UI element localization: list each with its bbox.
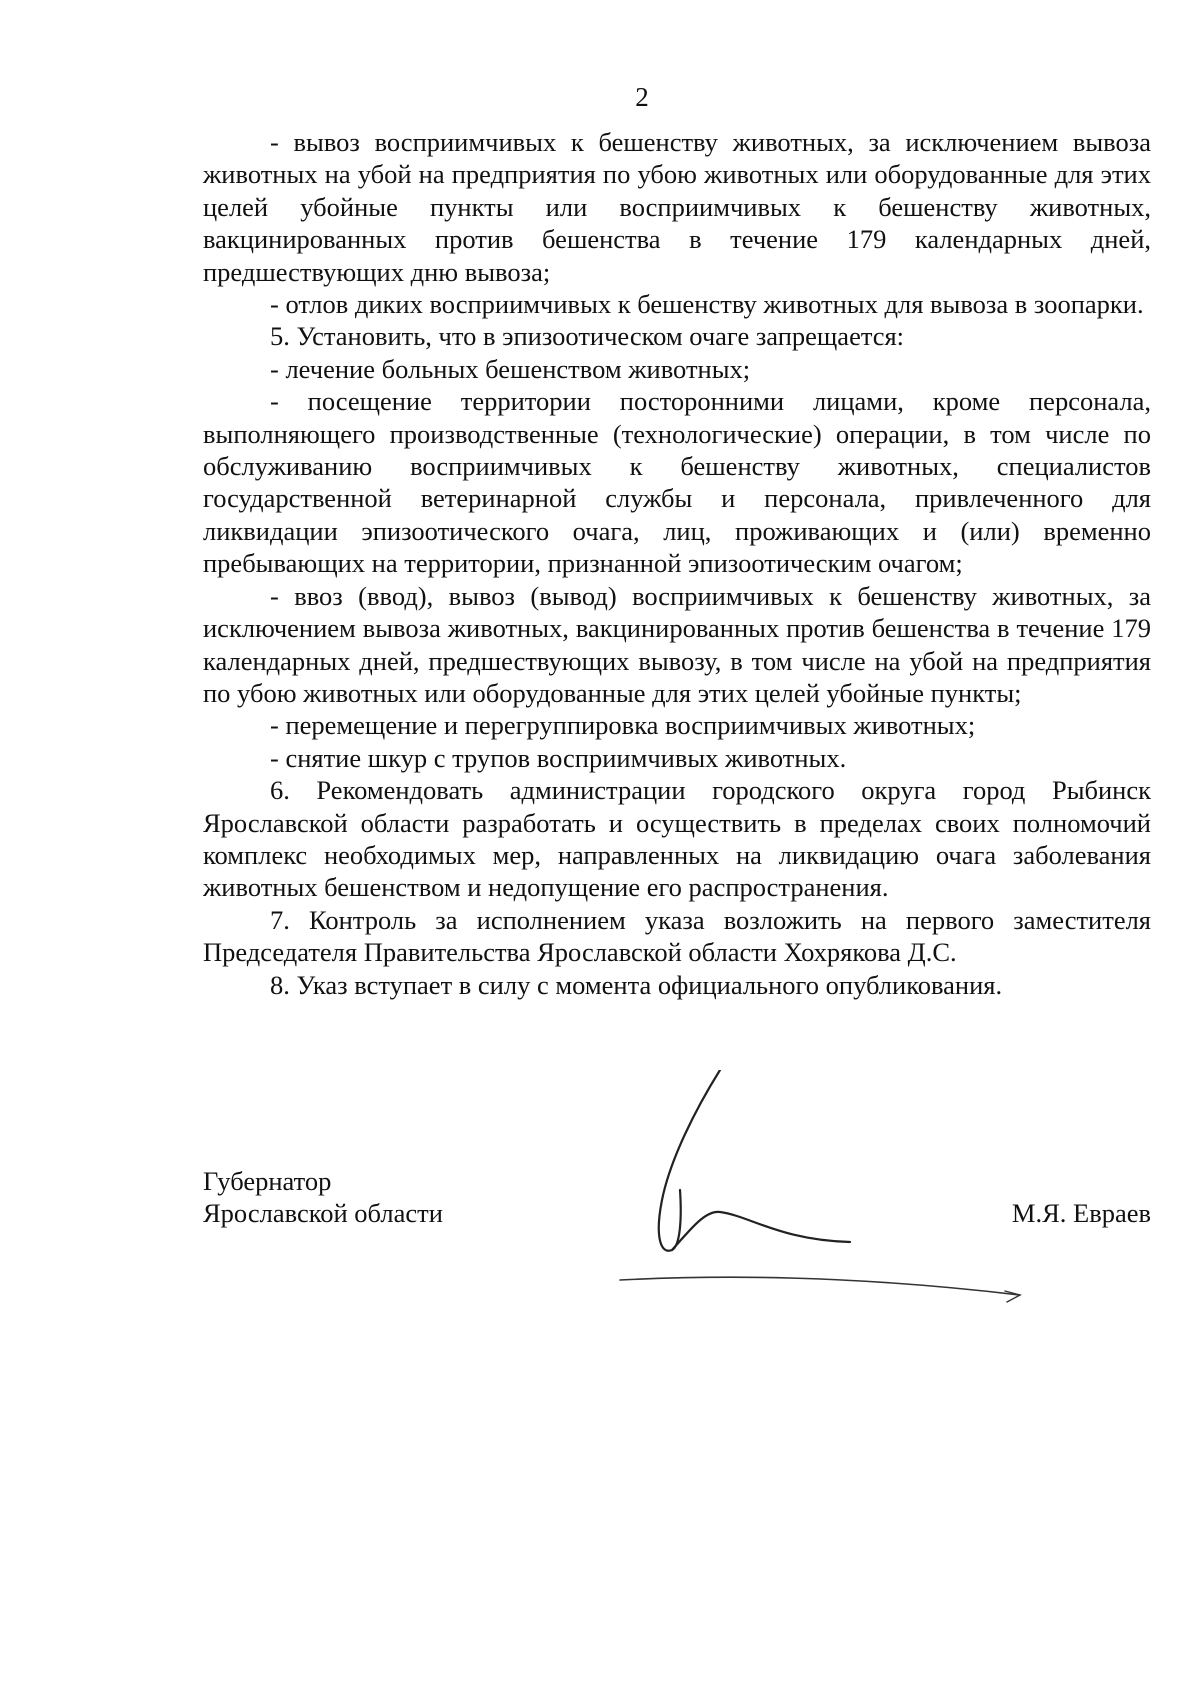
- page-number: 2: [635, 82, 649, 112]
- paragraph: - посещение территории посторонними лицами, кроме персонала, выполняющего производственные (технологические) операции, в том числе по обслуживанию восприимчивых к бешенству животных, специалистов государственной ветеринарной службы и персонала, привлеченного для ликвидации эпизоотического очага, лиц, проживающих и (или) временно пребывающих на территории, признанной эпизоотическим очагом;: [203, 386, 1151, 579]
- signatory-name: М.Я. Евраев: [1011, 1198, 1151, 1229]
- paragraph: - ввоз (ввод), вывоз (вывод) восприимчивых к бешенству животных, за исключением вывоза животных, вакцинированных против бешенства в течение 179 календарных дней, предшествующих вывозу, в том числе на убой на предприятия по убою животных или оборудованные для этих целей убойные пункты;: [203, 580, 1151, 708]
- paragraph: - вывоз восприимчивых к бешенству животных, за исключением вывоза животных на убой на предприятия по убою животных или оборудованные для этих целей убойные пункты или восприимчивых к бешенству животных, вакцинированных против бешенства в течение 179 календарных дней, предшествующих дню вывоза;: [203, 127, 1151, 287]
- paragraph: - лечение больных бешенством животных;: [270, 353, 751, 384]
- signature-block: [203, 1165, 1151, 1230]
- paragraph: - снятие шкур с трупов восприимчивых животных.: [270, 742, 847, 773]
- paragraph: - отлов диких восприимчивых к бешенству животных для вывоза в зоопарки.: [270, 289, 1144, 320]
- paragraph: 6. Рекомендовать администрации городского округа город Рыбинск Ярославской области разработать и осуществить в пределах своих полномочий комплекс необходимых мер, направленных на ликвидацию очага заболевания животных бешенством и недопущение его распространения.: [203, 775, 1151, 903]
- paragraph: 7. Контроль за исполнением указа возложить на первого заместителя Председателя Правительства Ярославской области Хохрякова Д.С.: [203, 904, 1151, 968]
- document-body: [203, 126, 1151, 1001]
- signatory-title: Губернатор: [203, 1166, 332, 1196]
- signatory-region: Ярославской области: [203, 1198, 443, 1229]
- paragraph: 8. Указ вступает в силу с момента официального опубликования.: [270, 969, 1003, 1000]
- paragraph: 5. Установить, что в эпизоотическом очаге запрещается:: [270, 321, 905, 352]
- paragraph: - перемещение и перегруппировка восприимчивых животных;: [270, 710, 976, 741]
